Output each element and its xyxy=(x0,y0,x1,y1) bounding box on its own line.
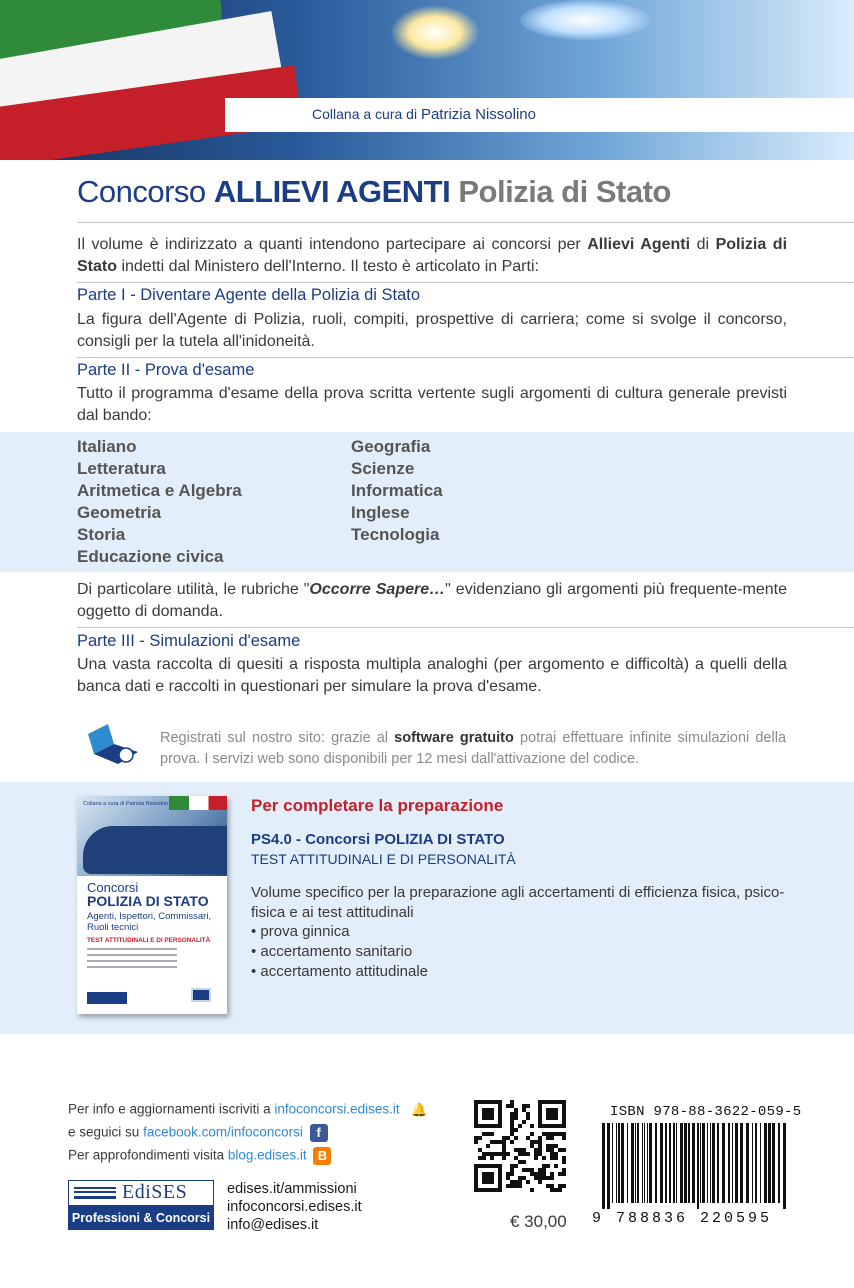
qr-module xyxy=(506,1184,510,1188)
qr-module xyxy=(510,1124,514,1128)
qr-module xyxy=(538,1180,542,1184)
qr-module xyxy=(562,1172,566,1176)
qr-module xyxy=(558,1172,562,1176)
book-stack-icon xyxy=(74,1185,116,1199)
cover-text-lines xyxy=(87,948,177,972)
qr-module xyxy=(474,1136,478,1140)
qr-module xyxy=(502,1156,506,1160)
barcode-bar xyxy=(655,1123,657,1203)
qr-module xyxy=(542,1176,546,1180)
blog-link[interactable]: blog.edises.it xyxy=(227,1147,307,1163)
cover-publisher-mark xyxy=(191,988,211,1002)
software-text: Registrati sul nostro sito: grazie al xyxy=(160,730,389,746)
qr-module xyxy=(482,1108,494,1120)
part-3-heading: Parte III - Simulazioni d'esame xyxy=(77,632,301,650)
barcode-bar xyxy=(688,1123,690,1203)
useful-text: Di particolare utilità, le rubriche " xyxy=(77,581,310,598)
qr-module xyxy=(534,1152,538,1156)
qr-module xyxy=(514,1112,518,1116)
qr-module xyxy=(510,1132,514,1136)
qr-module xyxy=(562,1136,566,1140)
qr-module xyxy=(530,1168,534,1172)
part-3-body: Una vasta raccolta di quesiti a risposta multipla analoghi (per argomento e difficoltà) a quelli della banca dati e raccolti in questionari per simulare la prova d'esame. xyxy=(77,656,787,695)
qr-module xyxy=(526,1104,530,1108)
qr-module xyxy=(490,1152,494,1156)
qr-module xyxy=(550,1156,554,1160)
qr-module xyxy=(538,1152,542,1156)
intro-text: indetti dal Ministero dell'Interno. Il testo è articolato in Parti: xyxy=(121,258,539,275)
qr-module xyxy=(550,1136,554,1140)
barcode-bar xyxy=(722,1123,725,1203)
barcode-bar xyxy=(768,1123,771,1203)
qr-module xyxy=(534,1148,538,1152)
barcode-digits: 9 788836 220595 xyxy=(592,1210,773,1227)
qr-module xyxy=(482,1132,486,1136)
subject-item: Letteratura xyxy=(77,459,166,478)
qr-module xyxy=(490,1156,494,1160)
barcode-bar xyxy=(612,1123,613,1203)
list-item: • prova ginnica xyxy=(251,922,428,942)
barcode-bar xyxy=(702,1123,705,1203)
qr-module xyxy=(502,1144,506,1148)
qr-module xyxy=(538,1168,542,1172)
barcode-bar xyxy=(621,1123,624,1203)
qr-module xyxy=(546,1144,550,1148)
cover-red-label: TEST ATTITUDINALI E DI PERSONALITÀ xyxy=(87,937,211,944)
cover-title: POLIZIA DI STATO xyxy=(87,893,209,909)
qr-module xyxy=(558,1132,562,1136)
footer-blog-line xyxy=(68,1147,331,1165)
qr-module xyxy=(482,1156,486,1160)
headlight-glow xyxy=(390,5,480,60)
qr-module xyxy=(546,1148,550,1152)
qr-module xyxy=(510,1100,514,1104)
qr-module xyxy=(502,1148,506,1152)
subject-list-right xyxy=(351,436,443,546)
qr-module xyxy=(486,1144,490,1148)
intro-bold: Polizia di Stato xyxy=(77,236,788,275)
contacts xyxy=(227,1180,362,1234)
curator-name: Patrizia Nissolino xyxy=(420,106,536,123)
barcode-bar xyxy=(684,1123,687,1203)
qr-module xyxy=(514,1128,518,1132)
qr-module xyxy=(562,1184,566,1188)
qr-module xyxy=(522,1120,526,1124)
qr-module xyxy=(530,1132,534,1136)
qr-module xyxy=(554,1152,558,1156)
footer-text: Per approfondimenti visita xyxy=(68,1147,225,1163)
qr-module xyxy=(514,1108,518,1112)
qr-module xyxy=(510,1168,514,1172)
qr-module xyxy=(502,1152,506,1156)
barcode-bar xyxy=(649,1123,652,1203)
barcode-bar xyxy=(673,1123,675,1203)
infoconcorsi-link[interactable]: infoconcorsi.edises.it xyxy=(274,1101,400,1117)
title-part-1: Concorso xyxy=(77,174,206,209)
series-curator xyxy=(312,106,536,123)
header-banner xyxy=(0,0,854,160)
footer-text: e seguici su xyxy=(68,1124,140,1140)
divider xyxy=(77,357,854,358)
qr-module xyxy=(506,1104,510,1108)
qr-module xyxy=(510,1184,514,1188)
qr-module xyxy=(538,1176,542,1180)
prep-heading: Per completare la preparazione xyxy=(251,796,504,815)
qr-module xyxy=(562,1168,566,1172)
barcode-bar xyxy=(760,1123,761,1203)
qr-module xyxy=(494,1140,498,1144)
qr-module xyxy=(538,1172,542,1176)
barcode-bar xyxy=(697,1123,699,1209)
subject-item: Geometria xyxy=(77,503,162,522)
qr-module xyxy=(510,1104,514,1108)
footer-info-line xyxy=(68,1101,432,1119)
qr-module xyxy=(514,1148,518,1152)
subject-item: Tecnologia xyxy=(351,525,440,544)
barcode-bar xyxy=(778,1123,780,1203)
qr-module xyxy=(490,1140,494,1144)
qr-module xyxy=(490,1132,494,1136)
prep-list xyxy=(251,922,428,982)
qr-module xyxy=(514,1164,518,1168)
contact-email[interactable]: info@edises.it xyxy=(227,1217,319,1233)
qr-module xyxy=(558,1188,562,1192)
qr-module xyxy=(526,1116,530,1120)
barcode-bar xyxy=(728,1123,730,1203)
barcode-bar xyxy=(755,1123,757,1203)
qr-module xyxy=(542,1172,546,1176)
facebook-icon[interactable]: f xyxy=(310,1124,328,1142)
footer-text: Per info e aggiornamenti iscriviti a xyxy=(68,1101,271,1117)
qr-module xyxy=(506,1172,510,1176)
intro-text: Il volume è indirizzato a quanti intendono partecipare ai concorsi per xyxy=(77,236,581,253)
barcode-bar xyxy=(607,1123,610,1209)
barcode-bar xyxy=(772,1123,775,1203)
qr-module xyxy=(526,1152,530,1156)
subject-item: Educazione civica xyxy=(77,547,224,566)
qr-module xyxy=(494,1152,498,1156)
qr-module xyxy=(550,1148,554,1152)
qr-module xyxy=(550,1152,554,1156)
qr-module xyxy=(562,1132,566,1136)
isbn: ISBN 978-88-3622-059-5 xyxy=(610,1104,802,1120)
qr-module xyxy=(530,1144,534,1148)
qr-module xyxy=(542,1132,546,1136)
qr-module xyxy=(546,1184,550,1188)
software-bold: software gratuito xyxy=(394,730,514,746)
barcode-bar xyxy=(712,1123,715,1203)
qr-module xyxy=(538,1144,542,1148)
qr-module xyxy=(502,1140,506,1144)
qr-module xyxy=(550,1176,554,1180)
qr-module xyxy=(518,1176,522,1180)
qr-module xyxy=(562,1156,566,1160)
subject-item: Storia xyxy=(77,525,126,544)
contact-infoconcorsi[interactable]: infoconcorsi.edises.it xyxy=(227,1199,362,1215)
qr-module xyxy=(474,1140,478,1144)
qr-module xyxy=(542,1156,546,1160)
part-2-body: Tutto il programma d'esame della prova scritta vertente sugli argomenti di cultura generale previsti dal bando: xyxy=(77,385,787,424)
qr-code[interactable] xyxy=(474,1100,566,1192)
qr-module xyxy=(510,1180,514,1184)
cover-curator: Collana a cura di Patrizia Nissolino xyxy=(83,801,168,807)
part-1-body: La figura dell'Agente di Polizia, ruoli, compiti, prospettive di carriera; come si svolge il concorso, consigli per la tutela all'inidoneità. xyxy=(77,311,787,350)
barcode-bar xyxy=(644,1123,645,1203)
barcode-bar xyxy=(764,1123,767,1203)
page-title xyxy=(77,174,671,210)
qr-module xyxy=(538,1148,542,1152)
qr-module xyxy=(514,1180,518,1184)
qr-module xyxy=(550,1172,554,1176)
barcode-bar xyxy=(635,1123,636,1203)
barcode-bar xyxy=(746,1123,749,1203)
barcode-bar xyxy=(700,1123,701,1203)
qr-module xyxy=(514,1184,518,1188)
qr-module xyxy=(498,1140,502,1144)
barcode-bar xyxy=(631,1123,634,1203)
qr-module xyxy=(534,1140,538,1144)
qr-module xyxy=(530,1124,534,1128)
qr-module xyxy=(554,1164,558,1168)
qr-module xyxy=(550,1184,554,1188)
divider xyxy=(77,222,854,223)
bell-icon: 🔔 xyxy=(411,1102,428,1117)
cover-flag xyxy=(169,796,227,810)
qr-module xyxy=(482,1152,486,1156)
barcode-bar xyxy=(717,1123,719,1203)
qr-module xyxy=(478,1148,482,1152)
barcode-bar xyxy=(676,1123,677,1203)
barcode-bar xyxy=(692,1123,695,1203)
qr-module xyxy=(502,1136,506,1140)
price: € 30,00 xyxy=(510,1212,567,1231)
qr-module xyxy=(510,1128,514,1132)
cd-disc xyxy=(119,748,133,762)
qr-module xyxy=(506,1152,510,1156)
prep-description: Volume specifico per la preparazione agli accertamenti di efficienza fisica, psico-fisica e ai test attitudinali xyxy=(251,884,785,921)
qr-module xyxy=(518,1184,522,1188)
qr-module xyxy=(530,1188,534,1192)
qr-module xyxy=(478,1136,482,1140)
qr-module xyxy=(486,1132,490,1136)
subject-item: Aritmetica e Algebra xyxy=(77,481,242,500)
qr-module xyxy=(526,1168,530,1172)
qr-module xyxy=(518,1148,522,1152)
qr-module xyxy=(554,1156,558,1160)
qr-module xyxy=(522,1108,526,1112)
barcode-bar xyxy=(669,1123,671,1203)
barcode-bar xyxy=(618,1123,620,1203)
qr-module xyxy=(498,1152,502,1156)
logo-name: EdiSES xyxy=(122,1181,188,1203)
qr-module xyxy=(562,1148,566,1152)
barcode-bar xyxy=(707,1123,708,1203)
qr-module xyxy=(478,1156,482,1160)
qr-module xyxy=(550,1188,554,1192)
barcode-bar xyxy=(680,1123,683,1203)
cover-car xyxy=(83,826,227,874)
qr-module xyxy=(526,1136,530,1140)
qr-module xyxy=(518,1152,522,1156)
qr-module xyxy=(558,1184,562,1188)
qr-module xyxy=(550,1132,554,1136)
qr-module xyxy=(542,1168,546,1172)
barcode-bar xyxy=(637,1123,639,1203)
qr-module xyxy=(522,1160,526,1164)
qr-module xyxy=(534,1156,538,1160)
qr-module xyxy=(554,1188,558,1192)
qr-module xyxy=(538,1136,542,1140)
qr-module xyxy=(562,1160,566,1164)
barcode-bar xyxy=(752,1123,753,1203)
qr-module xyxy=(526,1180,530,1184)
intro-text: di xyxy=(696,236,710,253)
subject-item: Geografia xyxy=(351,437,431,456)
software-text: potrai effettuare infinite simulazioni della prova. I servizi web sono disponibili per 12 mesi dall'attivazione del codice. xyxy=(160,730,787,767)
subject-item: Informatica xyxy=(351,481,443,500)
qr-module xyxy=(554,1144,558,1148)
qr-module xyxy=(514,1116,518,1120)
qr-module xyxy=(538,1140,542,1144)
qr-module xyxy=(534,1172,538,1176)
qr-module xyxy=(542,1164,546,1168)
list-item: • accertamento sanitario xyxy=(251,942,428,962)
barcode-bar xyxy=(665,1123,667,1203)
qr-module xyxy=(530,1140,534,1144)
qr-module xyxy=(534,1176,538,1180)
useful-rubric: Occorre Sapere… xyxy=(309,581,446,598)
prep-book-title xyxy=(251,831,505,848)
qr-module xyxy=(522,1148,526,1152)
barcode-bar xyxy=(660,1123,663,1203)
prep-subtitle: TEST ATTITUDINALI E DI PERSONALITÀ xyxy=(251,851,516,867)
qr-module xyxy=(558,1148,562,1152)
facebook-link[interactable]: facebook.com/infoconcorsi xyxy=(143,1124,303,1140)
qr-module xyxy=(510,1164,514,1168)
qr-module xyxy=(526,1112,530,1116)
qr-module xyxy=(522,1152,526,1156)
edises-logo xyxy=(68,1180,214,1230)
qr-module xyxy=(518,1160,522,1164)
qr-module xyxy=(514,1136,518,1140)
barcode-bar xyxy=(647,1123,648,1203)
curator-prefix: Collana a cura di xyxy=(312,106,418,122)
qr-module xyxy=(550,1144,554,1148)
book-cover-image[interactable] xyxy=(77,796,227,1014)
subject-item: Scienze xyxy=(351,459,415,478)
title-part-3: Polizia di Stato xyxy=(458,174,671,209)
barcode xyxy=(600,1123,790,1209)
qr-module xyxy=(522,1176,526,1180)
blogger-icon[interactable]: B xyxy=(313,1147,331,1165)
qr-module xyxy=(506,1136,510,1140)
subject-item: Inglese xyxy=(351,503,410,522)
part-1-heading: Parte I - Diventare Agente della Polizia di Stato xyxy=(77,286,421,304)
subject-item: Italiano xyxy=(77,437,137,456)
qr-module xyxy=(506,1176,510,1180)
qr-module xyxy=(518,1124,522,1128)
part-2-heading: Parte II - Prova d'esame xyxy=(77,361,255,379)
laptop-cd-icon xyxy=(84,722,144,766)
qr-module xyxy=(510,1140,514,1144)
qr-module xyxy=(482,1172,494,1184)
barcode-bar xyxy=(602,1123,605,1209)
prep-book-code: PS4.0 xyxy=(251,831,292,848)
barcode-bar xyxy=(732,1123,733,1203)
barcode-bar xyxy=(642,1123,643,1203)
logo-tagline: Professioni & Concorsi xyxy=(68,1206,214,1230)
list-item: • accertamento attitudinale xyxy=(251,962,428,982)
qr-module xyxy=(522,1168,526,1172)
qr-module xyxy=(546,1176,550,1180)
qr-module xyxy=(486,1152,490,1156)
qr-module xyxy=(510,1116,514,1120)
qr-module xyxy=(510,1172,514,1176)
barcode-bar xyxy=(740,1123,743,1203)
title-part-2: ALLIEVI AGENTI xyxy=(213,174,451,209)
qr-module xyxy=(546,1136,550,1140)
barcode-bar xyxy=(783,1123,786,1209)
qr-module xyxy=(546,1132,550,1136)
divider xyxy=(77,627,854,628)
useful-text: " evidenziano gli argomenti più frequente-mente oggetto di domanda. xyxy=(77,581,788,620)
barcode-bar xyxy=(710,1123,711,1203)
qr-module xyxy=(546,1164,550,1168)
qr-module xyxy=(522,1104,526,1108)
contact-ammissioni[interactable]: edises.it/ammissioni xyxy=(227,1181,357,1197)
qr-module xyxy=(510,1120,514,1124)
barcode-bar xyxy=(616,1123,617,1203)
headlight-glow xyxy=(520,0,650,40)
qr-module xyxy=(510,1112,514,1116)
qr-module xyxy=(554,1132,558,1136)
qr-module xyxy=(514,1156,518,1160)
barcode-bar xyxy=(735,1123,738,1203)
cover-logo xyxy=(87,992,127,1004)
cover-series: Concorsi xyxy=(87,880,139,895)
qr-module xyxy=(530,1172,534,1176)
intro-paragraph xyxy=(77,234,787,278)
qr-module xyxy=(546,1108,558,1120)
qr-module xyxy=(518,1180,522,1184)
useful-paragraph xyxy=(77,579,787,623)
prep-book-name: - Concorsi POLIZIA DI STATO xyxy=(296,831,505,848)
divider xyxy=(77,282,854,283)
subject-list-left xyxy=(77,436,242,568)
barcode-bar xyxy=(627,1123,628,1203)
cover-subtitle: Agenti, Ispettori, Commissari, Ruoli tecnici xyxy=(87,911,212,933)
intro-bold: Allievi Agenti xyxy=(587,236,691,253)
software-paragraph xyxy=(160,728,786,770)
footer-follow-line xyxy=(68,1124,328,1142)
